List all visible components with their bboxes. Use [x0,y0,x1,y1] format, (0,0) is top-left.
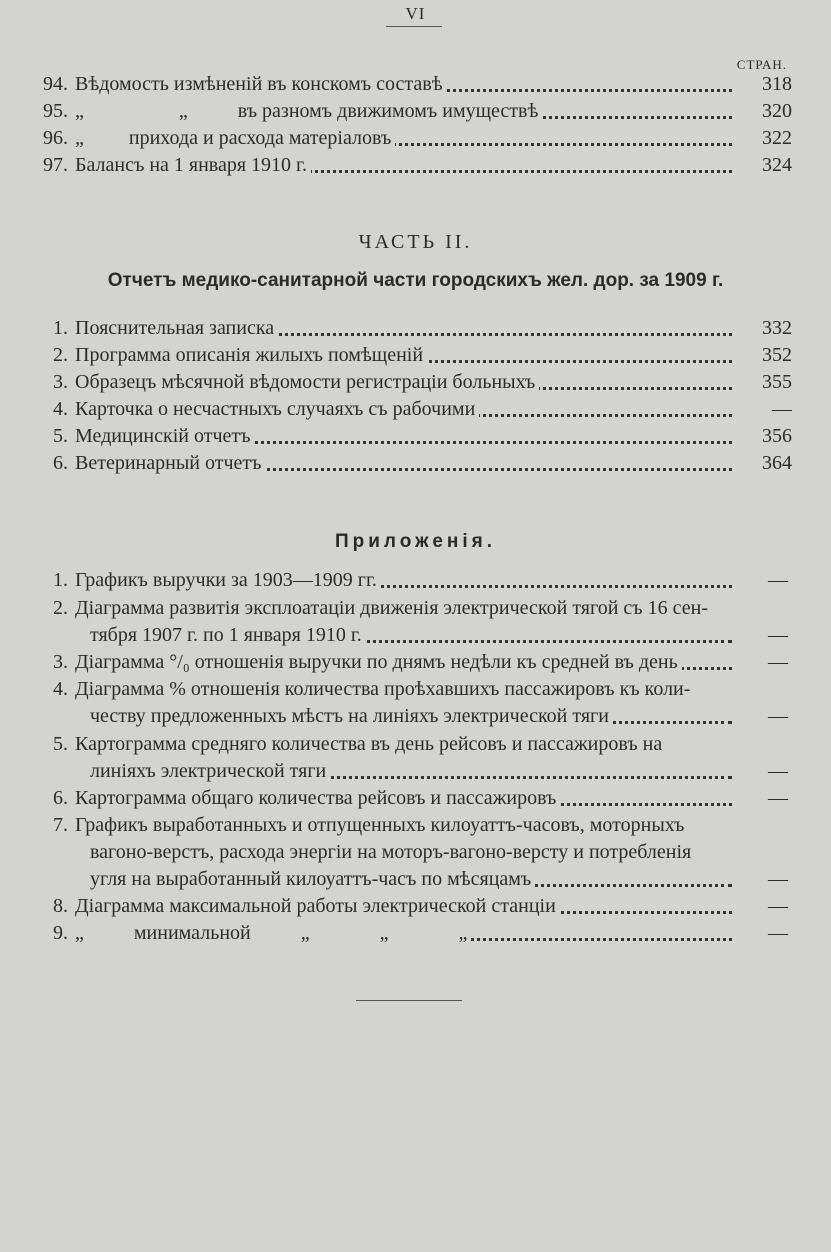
entry-title: Образецъ мѣсячной вѣдомости регистраціи больныхъ [75,371,539,393]
entry-number: 3. [53,651,68,673]
page-number: VI [405,4,426,23]
entry-page: — [768,624,788,646]
entry-page: 364 [762,452,792,474]
toc-entry-96 [32,125,792,152]
entry-title-continued: честву предложенныхъ мѣстъ на линіяхъ электрической тяги [90,705,613,727]
entry-number: 7. [53,814,68,836]
toc-entry [32,450,792,477]
entry-number: 5. [53,733,68,755]
entry-page: — [768,787,788,809]
toc-entry-97 [32,152,792,179]
entry-title: Медицинскій отчетъ [75,425,254,447]
entry-number: 1. [53,569,68,591]
entry-number: 95. [43,100,68,122]
entry-title: Картограмма общаго количества рейсовъ и пассажировъ [75,787,560,809]
entry-number: 8. [53,895,68,917]
entry-title: „ прихода и расхода матеріаловъ [75,127,395,149]
entry-page: — [768,569,788,591]
toc-entry [32,396,792,423]
toc-entry-94 [32,71,792,98]
appendix-entry [32,595,792,622]
entry-number: 4. [53,398,68,420]
toc-entry [32,342,792,369]
entry-page: 352 [762,344,792,366]
appendix-entry-cont [90,758,792,785]
appendix-entry [32,920,792,947]
entry-number: 6. [53,452,68,474]
entry-page: — [768,651,788,673]
page-column-label: СТРАН. [736,57,787,72]
entry-page: 355 [762,371,792,393]
entry-title: „ минимальной „ „ „ [75,922,471,944]
entry-number: 2. [53,597,68,619]
entry-page: 322 [762,127,792,149]
part-subtitle: Отчетъ медико-санитарной части городскихъ жел. дор. за 1909 г. [107,270,724,291]
entry-number: 5. [53,425,68,447]
appendix-entry-cont [90,703,792,730]
entry-title: Вѣдомость измѣненій въ конскомъ составѣ [75,73,447,95]
entry-page: — [772,398,792,420]
appendix-entry [32,893,792,920]
entry-title: Ветеринарный отчетъ [75,452,265,474]
entry-title: Пояснительная записка [75,317,278,339]
toc-entry [32,369,792,396]
appendix-entry-cont [90,839,792,866]
toc-entry [32,423,792,450]
entry-title: Балансъ на 1 января 1910 г. [75,154,311,176]
entry-number: 6. [53,787,68,809]
top-rule [386,26,442,27]
entry-title: Графикъ выручки за 1903—1909 гг. [75,569,381,591]
entry-title: Діаграмма % отношенія количества проѣхавшихъ пассажировъ къ коли- [75,678,691,700]
entry-title: Діаграмма развитія эксплоатаціи движенія электрической тягой съ 16 сен- [75,597,708,619]
entry-page: — [768,922,788,944]
toc-entry [32,315,792,342]
appendix-entry [32,785,792,812]
entry-title: Діаграмма максимальной работы электрической станціи [75,895,560,917]
entry-page: — [768,895,788,917]
appendix-entry [32,649,792,676]
entry-page: 324 [762,154,792,176]
appendix-entry [32,812,792,839]
appendices-heading: Приложенія. [334,531,497,552]
entry-page: 356 [762,425,792,447]
appendix-entry [32,676,792,703]
part-heading: ЧАСТЬ II. [358,231,473,253]
entry-page: — [768,760,788,782]
entry-title-continued: тября 1907 г. по 1 января 1910 г. [90,624,366,646]
entry-number: 1. [53,317,68,339]
entry-number: 3. [53,371,68,393]
entry-page: — [768,868,788,890]
entry-number: 4. [53,678,68,700]
entry-title: „ „ въ разномъ движимомъ имуществѣ [75,100,542,122]
entry-page: — [768,705,788,727]
entry-title: Программа описанія жилыхъ помѣщеній [75,344,427,366]
appendix-entry [32,567,792,594]
entry-page: 320 [762,100,792,122]
entry-title-continued: угля на выработанный килоуаттъ-часъ по мѣсяцамъ [90,868,535,890]
entry-number: 97. [43,154,68,176]
entry-number: 96. [43,127,68,149]
toc-entry-95 [32,98,792,125]
entry-page: 318 [762,73,792,95]
entry-title-continued: вагоно-верстъ, расхода энергіи на моторъ-вагоно-версту и потребленія [90,841,692,863]
entry-number: 94. [43,73,68,95]
entry-number: 2. [53,344,68,366]
entry-title-continued: линіяхъ электрической тяги [90,760,330,782]
entry-title: Карточка о несчастныхъ случаяхъ съ рабочими [75,398,479,420]
appendix-entry-cont [90,622,792,649]
appendix-entry [32,731,792,758]
entry-number: 9. [53,922,68,944]
entry-page: 332 [762,317,792,339]
entry-title: Картограмма средняго количества въ день рейсовъ и пассажировъ на [75,733,663,755]
appendix-entry-cont [90,866,792,893]
entry-title: Графикъ выработанныхъ и отпущенныхъ килоуаттъ-часовъ, моторныхъ [75,814,685,836]
entry-title: Діаграмма °/₀ отношенія выручки по днямъ недѣли къ средней въ день [75,651,682,673]
bottom-rule [356,1000,462,1001]
